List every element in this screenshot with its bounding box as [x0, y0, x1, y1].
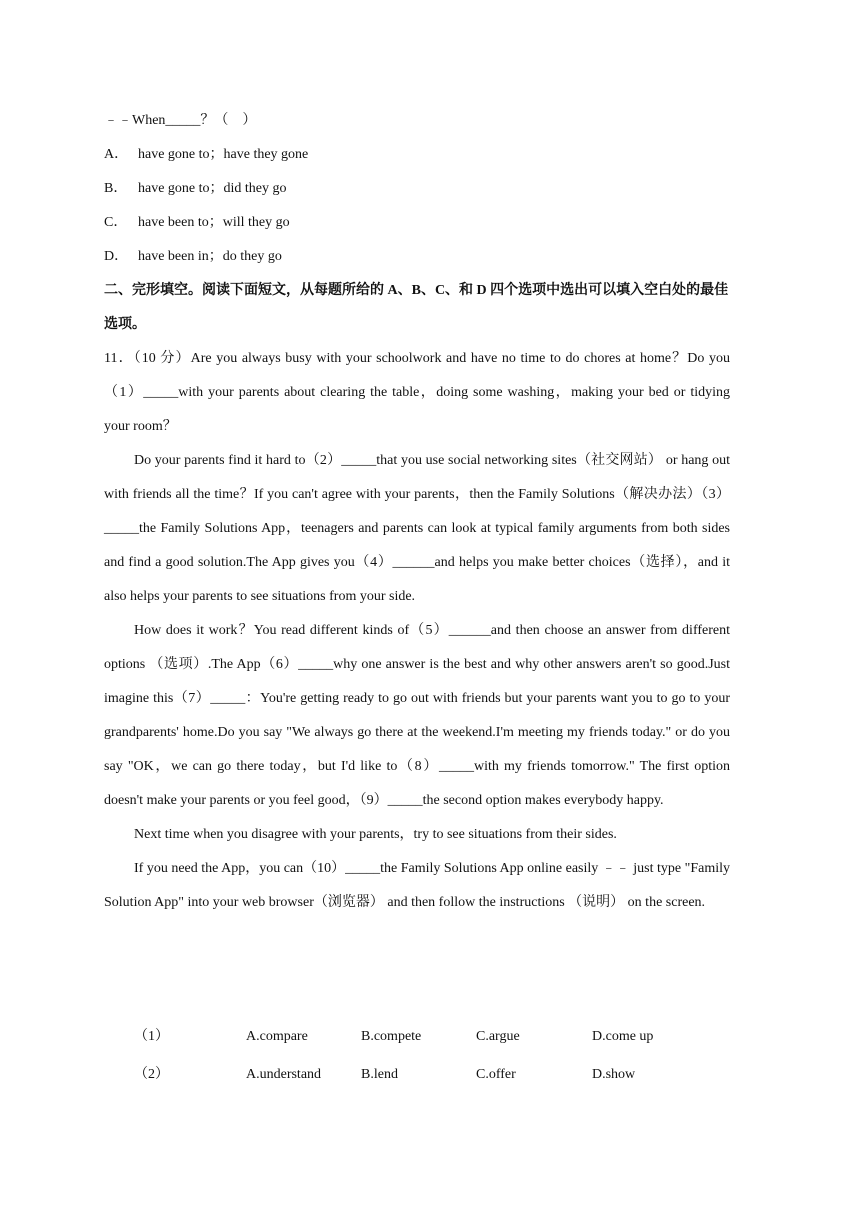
answer-row [104, 1058, 730, 1096]
passage-paragraph-3: How does it work？You read different kinds of（5）______and then choose an answer from different options （选项）.The App（6）_____why one answer is the best and why other answers aren't so good.Just imagine this（7）_____：You're getting ready to go out with friends but your parents want you to go to your grandparents' home.Do you say "We always go there at the weekend.I'm meeting my friends today." or do you say "OK，we can go there today，but I'd like to（8）_____with my friends tomorrow." The first option doesn't make your parents or you feel good，（9）_____the second option makes everybody happy. [104, 623, 730, 808]
choice-d: D.come up [592, 1029, 654, 1044]
choice-c: C.argue [476, 1029, 520, 1044]
section-heading: 二、完形填空。阅读下面短文，从每题所给的 A、B、C、和 D 四个选项中选出可以填入空白处的最佳选项。 [104, 283, 729, 332]
document-body [104, 104, 730, 920]
option-letter: C． [104, 215, 128, 230]
question-stem: ﹣﹣When_____？（ ） [104, 113, 257, 128]
option-c [104, 206, 730, 240]
passage-paragraph-1: 11．（10 分）Are you always busy with your schoolwork and have no time to do chores at home？Do you（1）_____with your parents about clearing the table，doing some washing，making your bed or tidying your room？ [104, 351, 730, 434]
option-b [104, 172, 730, 206]
option-text: have gone to；have they gone [138, 147, 309, 162]
choice-a: A.understand [246, 1067, 322, 1082]
option-letter: D． [104, 249, 129, 264]
passage-paragraph-4: Next time when you disagree with your parents，try to see situations from their sides. [134, 827, 617, 842]
answer-row [104, 1020, 730, 1058]
option-text: have been in；do they go [138, 249, 282, 264]
blank-number: （2） [134, 1067, 169, 1082]
option-a [104, 138, 730, 172]
option-text: have been to；will they go [138, 215, 290, 230]
blank-number: （1） [134, 1029, 169, 1044]
option-d [104, 240, 730, 274]
answer-options-table [104, 1020, 730, 1096]
choice-d: D.show [592, 1067, 636, 1082]
choice-b: B.compete [361, 1029, 422, 1044]
choice-b: B.lend [361, 1067, 398, 1082]
option-text: have gone to；did they go [138, 181, 287, 196]
choice-c: C.offer [476, 1067, 516, 1082]
option-letter: B． [104, 181, 128, 196]
option-letter: A． [104, 147, 129, 162]
passage-paragraph-5: If you need the App，you can（10）_____the Family Solutions App online easily ﹣﹣ just type "Family Solution App" into your web browser（浏览器） and then follow the instructions （说明） on the screen. [104, 861, 730, 910]
choice-a: A.compare [246, 1029, 308, 1044]
passage-paragraph-2: Do your parents find it hard to（2）_____that you use social networking sites（社交网站） or hang out with friends all the time？If you can't agree with your parents，then the Family Solutions（解决办法）（3）_____the Family Solutions App，teenagers and parents can look at typical family arguments from both sides and find a good solution.The App gives you（4）______and helps you make better choices（选择），and it also helps your parents to see situations from your side. [104, 453, 730, 604]
